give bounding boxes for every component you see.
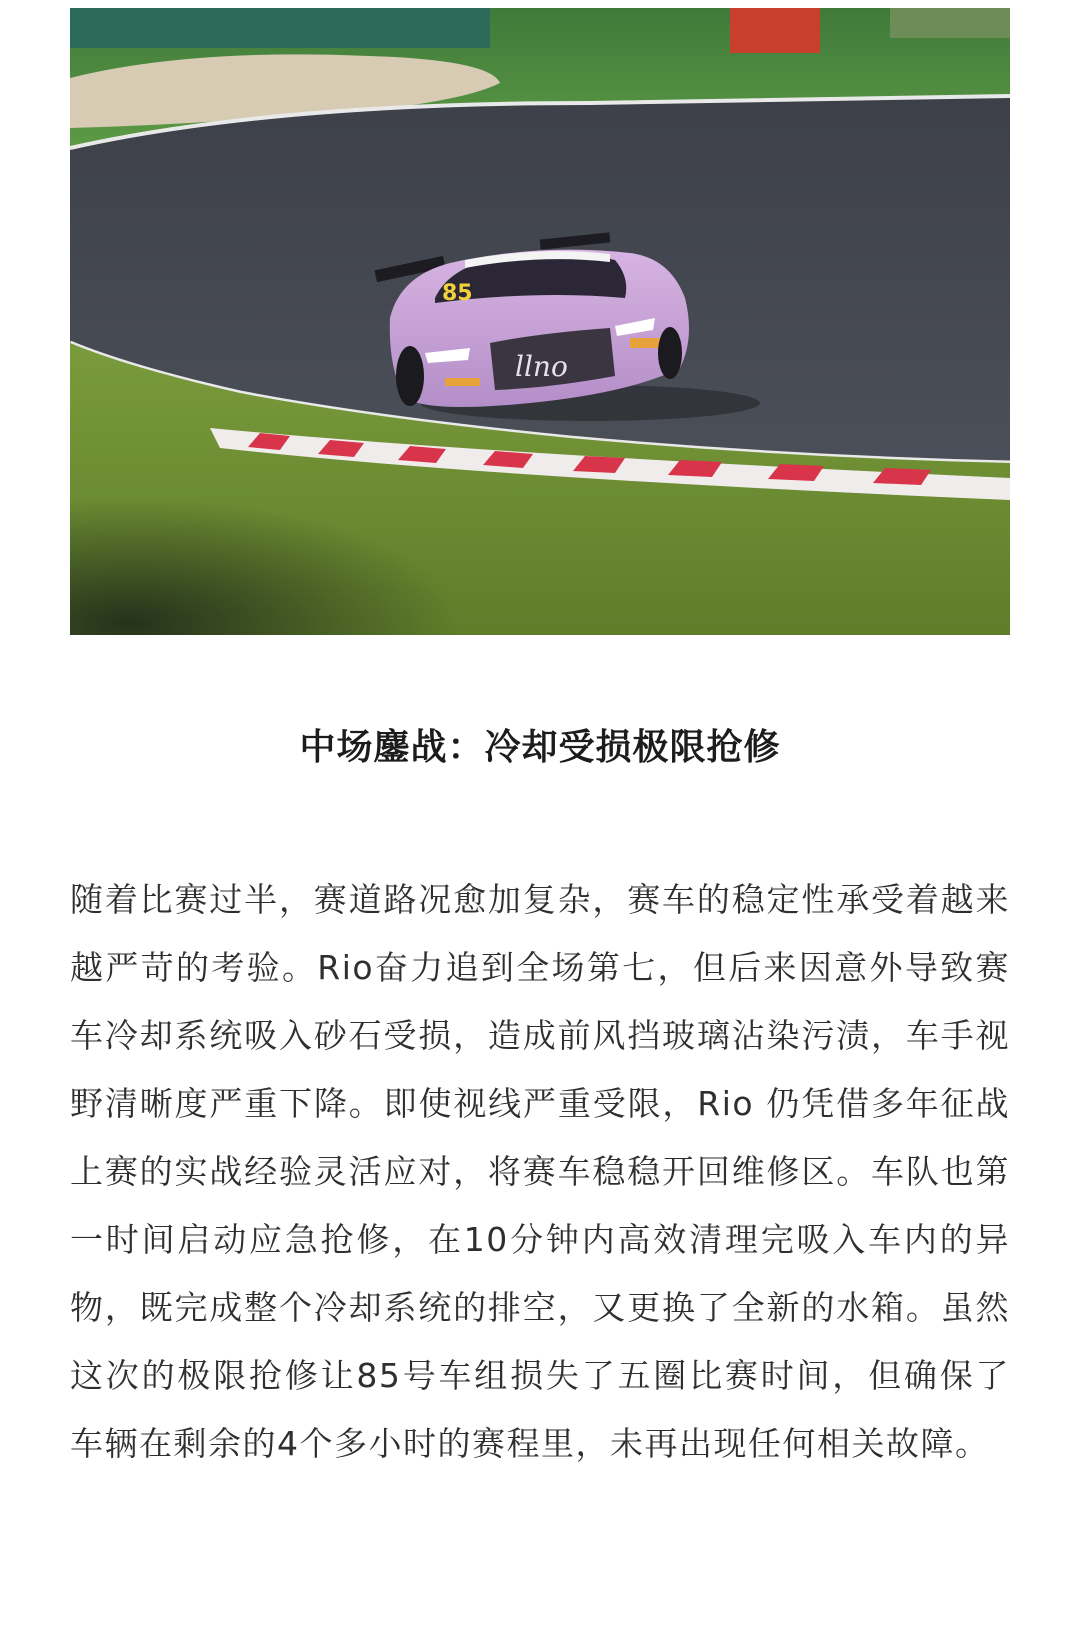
- grille-logo: llno: [515, 350, 568, 383]
- section-title: 中场鏖战：冷却受损极限抢修: [299, 727, 781, 768]
- car-number: 85: [442, 281, 473, 306]
- article-paragraph: 随着比赛过半，赛道路况愈加复杂，赛车的稳定性承受着越来越严苛的考验。Rio奋力追到全场第七，但后来因意外导致赛车冷却系统吸入砂石受损，造成前风挡玻璃沾染污渍，车手视野清晰度严重下降。即使视线严重受限，Rio 仍凭借多年征战上赛的实战经验灵活应对，将赛车稳稳开回维修区。车队也第一时间启动应急抢修，在10分钟内高效清理完吸入车内的异物，既完成整个冷却系统的排空，又更换了全新的水箱。虽然这次的极限抢修让85号车组损失了五圈比赛时间，但确保了车辆在剩余的4个多小时的赛程里，未再出现任何相关故障。: [70, 880, 1010, 1463]
- race-car-photo: [70, 8, 1010, 635]
- race-car-illustration: [70, 8, 1010, 635]
